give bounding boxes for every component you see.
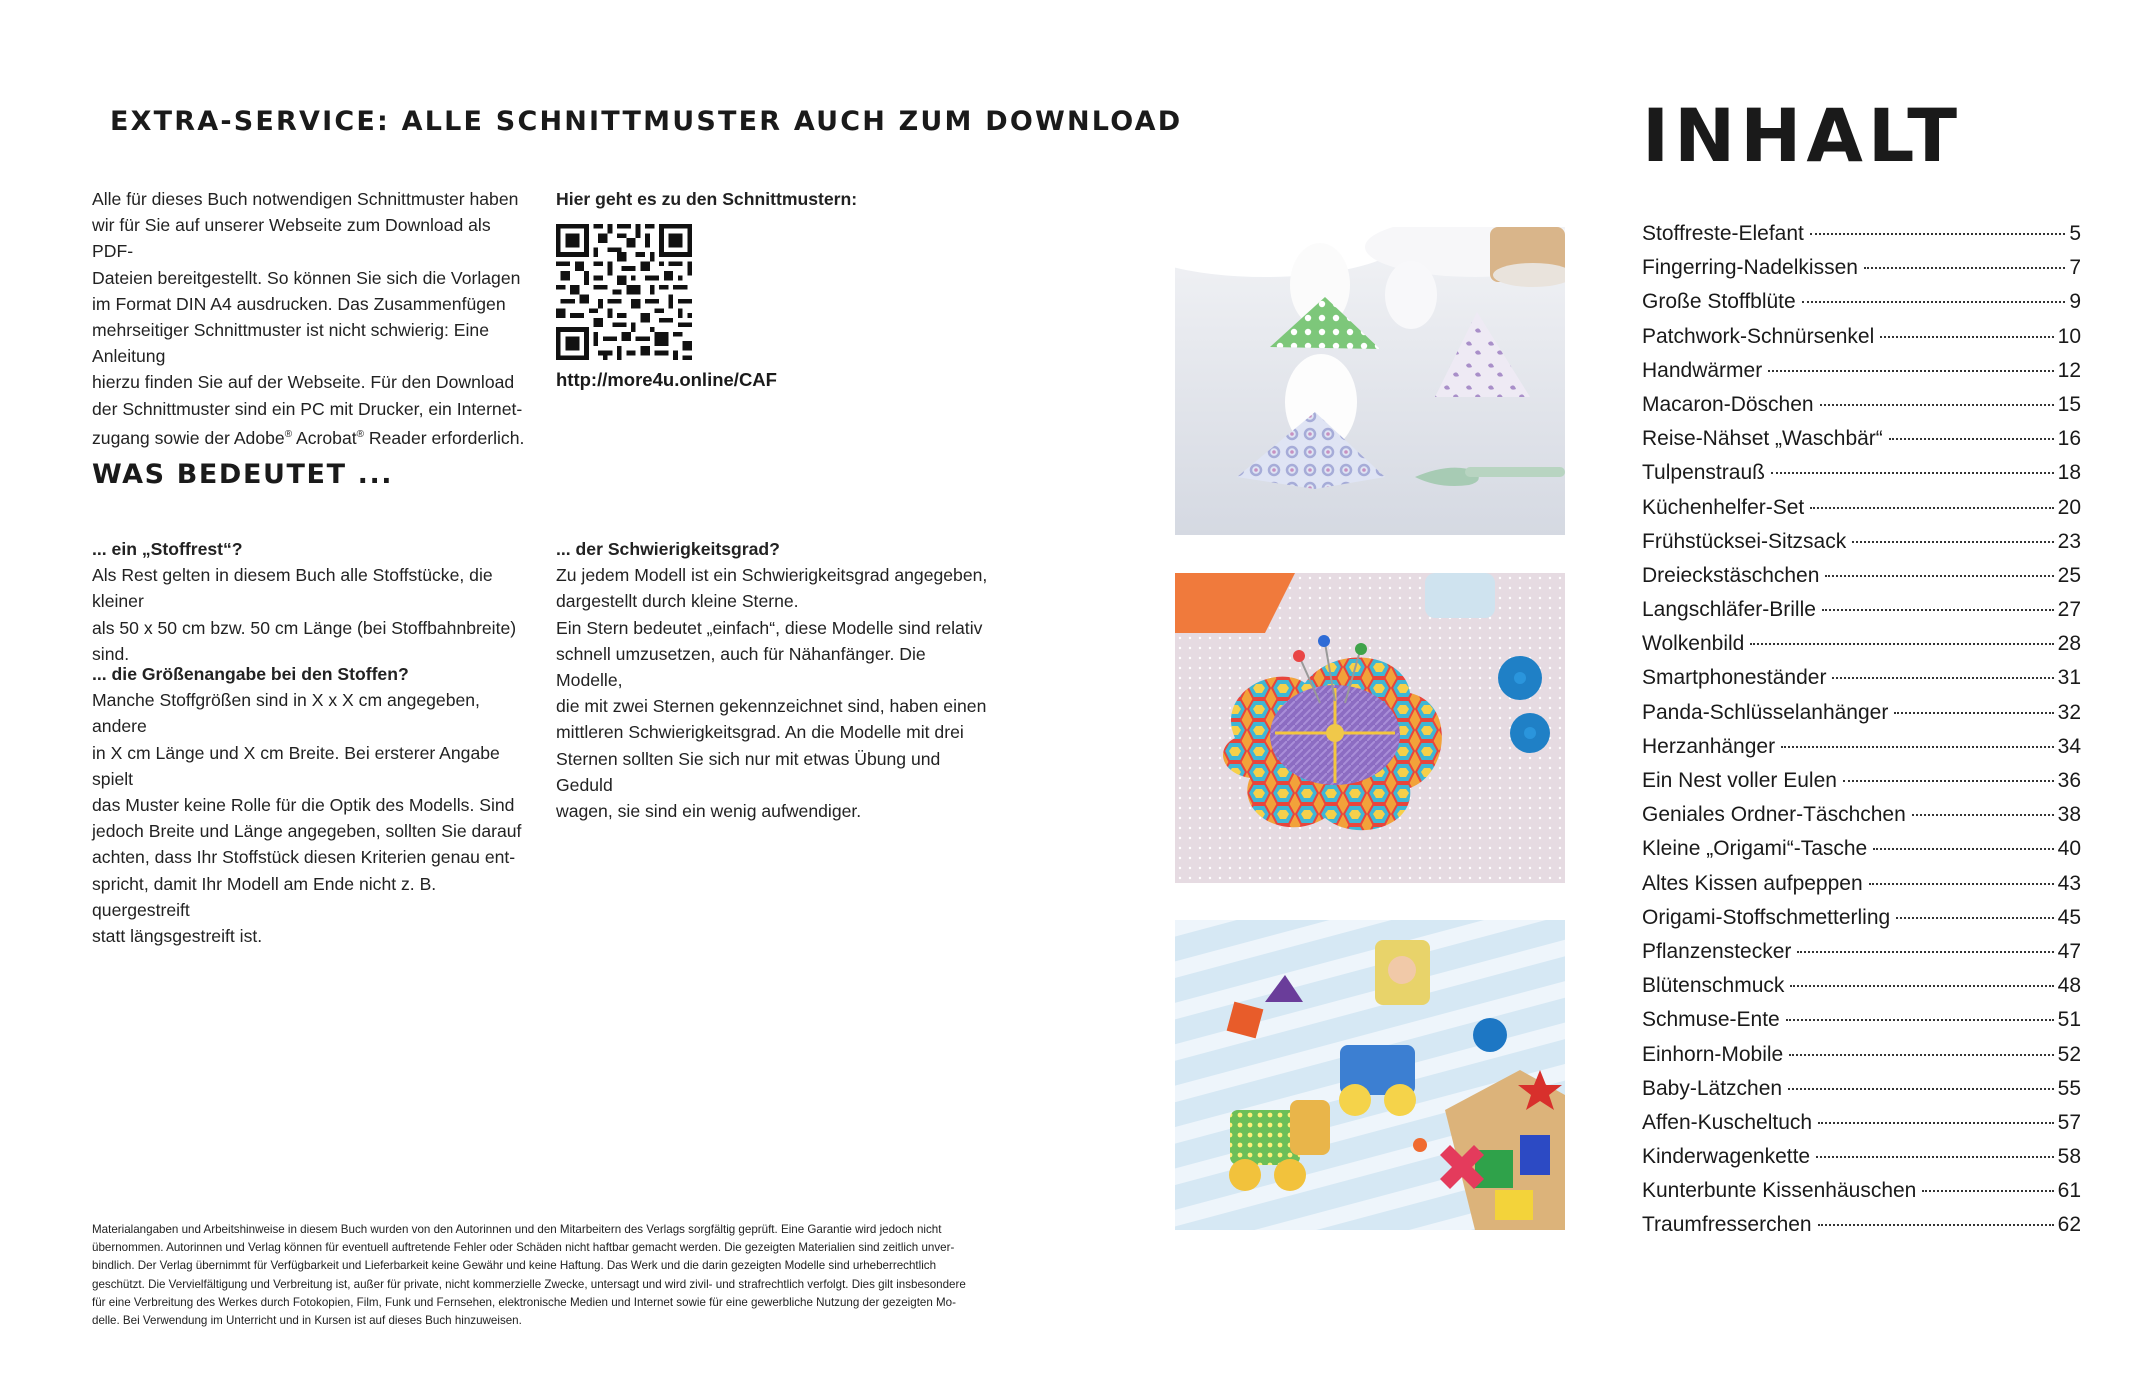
groesse-line: statt längsgestreift ist.: [92, 926, 263, 947]
toc-entry[interactable]: Tulpenstrauß 18: [1642, 461, 2081, 485]
toc-entry[interactable]: Reise-Nähset „Waschbär“ 16: [1642, 427, 2081, 451]
toc-entry[interactable]: Patchwork-Schnürsenkel 10: [1642, 324, 2081, 348]
schwierigkeit-line: dargestellt durch kleine Sterne.: [556, 591, 799, 612]
groesse-line: achten, dass Ihr Stoffstück diesen Kriterien genau ent-: [92, 847, 516, 868]
schwierigkeit-line: Sternen sollten Sie sich nur mit etwas Übung und Geduld: [556, 748, 941, 795]
toc-entry[interactable]: Wolkenbild 28: [1642, 632, 2081, 656]
toc-entry[interactable]: Origami-Stoffschmetterling 45: [1642, 905, 2081, 929]
photo-baby-toys: [1175, 920, 1565, 1230]
toc-entry[interactable]: Dreieckstäschchen 25: [1642, 563, 2081, 587]
schwierigkeit-line: Ein Stern bedeutet „einfach“, diese Modelle sind relativ: [556, 617, 983, 638]
schwierigkeit-line: mittleren Schwierigkeitsgrad. An die Modelle mit drei: [556, 722, 964, 743]
toc-entry[interactable]: Frühstücksei-Sitzsack 23: [1642, 529, 2081, 553]
disclaimer-line: für eine Verbreitung des Werkes durch Fotokopien, Film, Funk und Fernsehen, elektronische Medien und Internet sowie für eine gewerbliche Nutzung der gezeigten Mo-: [92, 1295, 956, 1309]
disclaimer-line: delle. Bei Verwendung im Unterricht und in Kursen ist auf dieses Buch hinzuweisen.: [92, 1314, 522, 1328]
stoffrest-section: [92, 536, 532, 667]
toc-entry[interactable]: Affen-Kuscheltuch 57: [1642, 1110, 2081, 1134]
schwierigkeit-line: Zu jedem Modell ist ein Schwierigkeitsgrad angegeben,: [556, 565, 988, 586]
intro-line: hierzu finden Sie auf der Webseite. Für den Download: [92, 372, 515, 393]
toc-entry[interactable]: Große Stoffblüte 9: [1642, 290, 2081, 314]
disclaimer-line: übernommen. Autorinnen und Verlag können für eventuell auftretende Fehler oder Schäden nicht haftbar gemacht werden. Die gezeigten Materialien sind zeitlich unver-: [92, 1241, 955, 1255]
toc-entry[interactable]: Traumfresserchen 62: [1642, 1213, 2081, 1237]
extra-service-heading: EXTRA-SERVICE: ALLE SCHNITTMUSTER AUCH ZUM DOWNLOAD: [110, 106, 1183, 137]
toc-entry[interactable]: Stoffreste-Elefant 5: [1642, 222, 2081, 245]
qr-label: Hier geht es zu den Schnittmustern:: [556, 189, 858, 209]
toc-entry[interactable]: Handwärmer 12: [1642, 358, 2081, 382]
toc-entry[interactable]: Kunterbunte Kissenhäuschen 61: [1642, 1179, 2081, 1203]
photo-pincushion: [1175, 573, 1565, 883]
groesse-line: das Muster keine Rolle für die Optik des Modells. Sind: [92, 795, 515, 816]
intro-line: zugang sowie der Adobe® Acrobat® Reader erforderlich.: [92, 427, 525, 448]
schwierigkeit-line: wagen, sie sind ein wenig aufwendiger.: [556, 801, 862, 822]
download-url-link[interactable]: http://more4u.online/CAF: [556, 369, 777, 390]
schwierigkeit-section: [556, 536, 996, 824]
schwierigkeit-line: die mit zwei Sternen gekennzeichnet sind, haben einen: [556, 696, 987, 717]
toc-entry[interactable]: Altes Kissen aufpeppen 43: [1642, 871, 2081, 895]
groesse-section: [92, 661, 532, 949]
toc-entry[interactable]: Fingerring-Nadelkissen 7: [1642, 256, 2081, 280]
intro-line: wir für Sie auf unserer Webseite zum Download als PDF-: [92, 215, 491, 262]
table-of-contents: [1642, 222, 2081, 1248]
toc-entry[interactable]: Panda-Schlüsselanhänger 32: [1642, 700, 2081, 724]
stoffrest-line: als 50 x 50 cm bzw. 50 cm Länge (bei Stoffbahnbreite): [92, 617, 517, 638]
toc-entry[interactable]: Langschläfer-Brille 27: [1642, 598, 2081, 622]
disclaimer-line: Materialangaben und Arbeitshinweise in diesem Buch wurden von den Autorinnen und den Mitarbeitern des Verlags sorgfältig geprüft. Eine Garantie wird jedoch nicht: [92, 1223, 942, 1236]
toc-entry[interactable]: Geniales Ordner-Täschchen 38: [1642, 803, 2081, 827]
groesse-line: Manche Stoffgrößen sind in X x X cm angegeben, andere: [92, 690, 480, 737]
was-bedeutet-heading: WAS BEDEUTET ...: [92, 459, 394, 490]
toc-entry[interactable]: Herzanhänger 34: [1642, 734, 2081, 758]
groesse-line: jedoch Breite und Länge angegeben, sollten Sie darauf: [92, 821, 522, 842]
intro-line: der Schnittmuster sind ein PC mit Drucker, ein Internet-: [92, 398, 523, 419]
toc-entry[interactable]: Einhorn-Mobile 52: [1642, 1042, 2081, 1066]
intro-text: [92, 186, 532, 451]
toc-entry[interactable]: Blütenschmuck 48: [1642, 974, 2081, 998]
inhalt-heading: INHALT: [1642, 94, 1963, 179]
toc-entry[interactable]: Schmuse-Ente 51: [1642, 1008, 2081, 1032]
toc-entry[interactable]: Baby-Lätzchen 55: [1642, 1076, 2081, 1100]
intro-line: Alle für dieses Buch notwendigen Schnittmuster haben: [92, 189, 519, 209]
groesse-line: in X cm Länge und X cm Breite. Bei ersterer Angabe spielt: [92, 742, 500, 789]
disclaimer-line: geschützt. Die Vervielfältigung und Verbreitung ist, außer für private, nicht kommerzielle Zwecke, untersagt und wird zivil- und strafrechtlich verfolgt. Dies gilt insbesondere: [92, 1277, 966, 1291]
intro-line: im Format DIN A4 ausdrucken. Das Zusammenfügen: [92, 293, 506, 314]
schwierigkeit-line: schnell umzusetzen, auch für Nähanfänger. Die Modelle,: [556, 643, 926, 691]
toc-entry[interactable]: Kinderwagenkette 58: [1642, 1145, 2081, 1169]
stoffrest-line: Als Rest gelten in diesem Buch alle Stoffstücke, die kleiner: [92, 565, 493, 612]
toc-entry[interactable]: Pflanzenstecker 47: [1642, 939, 2081, 963]
stoffrest-title: ... ein „Stoffrest“?: [92, 539, 243, 559]
toc-entry[interactable]: Ein Nest voller Eulen 36: [1642, 769, 2081, 792]
photo-egg-cozies: [1175, 227, 1565, 535]
toc-entry[interactable]: Smartphoneständer 31: [1642, 666, 2081, 690]
disclaimer-line: bindlich. Der Verlag übernimmt für Verfügbarkeit und Lieferbarkeit keine Gewähr und keine Haftung. Das Werk und die darin gezeigten Modelle sind urheberrechtlich: [92, 1259, 937, 1273]
intro-line: mehrseitiger Schnittmuster ist nicht schwierig: Eine Anleitung: [92, 320, 489, 367]
stoffrest-line: sind.: [92, 643, 130, 664]
intro-line: Dateien bereitgestellt. So können Sie sich die Vorlagen: [92, 267, 521, 288]
groesse-title: ... die Größenangabe bei den Stoffen?: [92, 664, 409, 684]
toc-entry[interactable]: Kleine „Origami“-Tasche 40: [1642, 837, 2081, 861]
legal-disclaimer: [92, 1221, 992, 1330]
groesse-line: spricht, damit Ihr Modell am Ende nicht z. B. quergestreift: [92, 873, 437, 920]
toc-entry[interactable]: Küchenhelfer-Set 20: [1642, 495, 2081, 519]
toc-entry[interactable]: Macaron-Döschen 15: [1642, 392, 2081, 416]
schwierigkeit-title: ... der Schwierigkeitsgrad?: [556, 539, 780, 559]
qr-code-icon[interactable]: [556, 224, 692, 360]
